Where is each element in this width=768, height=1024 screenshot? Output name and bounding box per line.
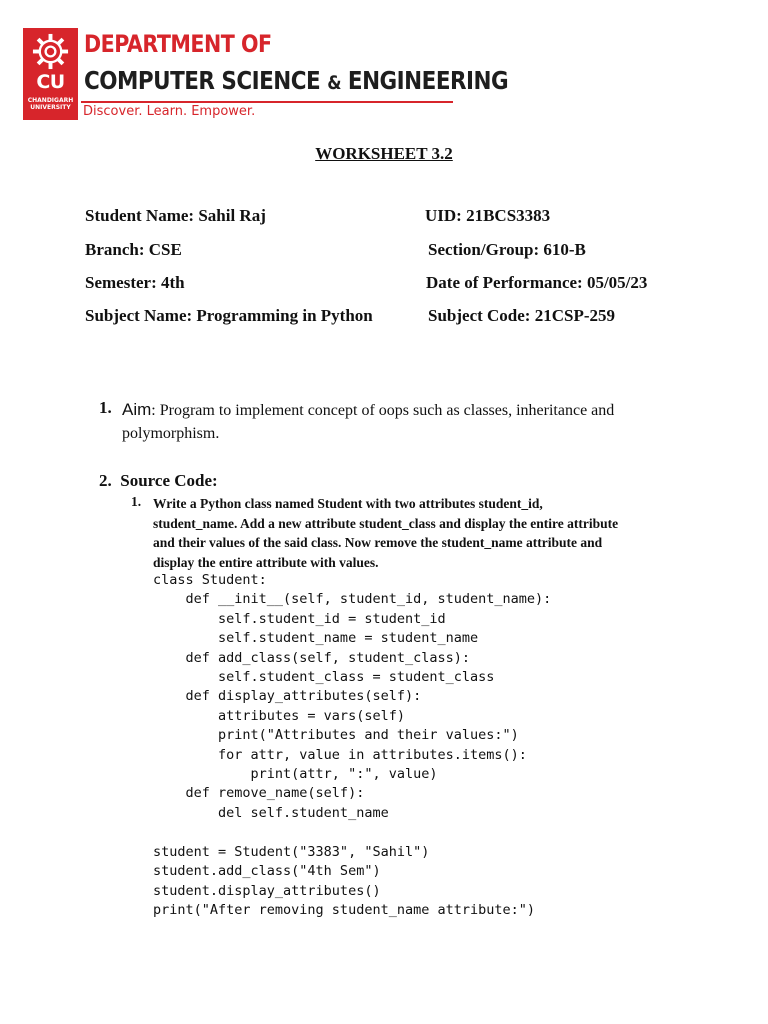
- department-title-line2: [84, 66, 508, 95]
- subject-code: Subject Code: 21CSP-259: [428, 306, 615, 325]
- worksheet-title: WORKSHEET 3.2: [315, 144, 453, 163]
- date-of-performance: Date of Performance: 05/05/23: [426, 273, 648, 292]
- tagline: Discover. Learn. Empower.: [83, 104, 256, 119]
- aim-number: 1.: [99, 398, 112, 417]
- aim-text: : Program to implement concept of oops such as classes, inheritance and polymorphism.: [122, 402, 615, 442]
- source-code-heading: [99, 471, 218, 491]
- source-code-block: class Student: def __init__(self, student_id, student_name): self.student_id = student_id self.student_name = student_name def add_class(self, student_class): self.student_class = student_class def display_attributes(self): attributes = vars(self) print("Attributes and their values:") for attr, value in attributes.items(): print(attr, ":", value) def remove_name(self): del self.student_name student = Student("3383", "Sahil") student.add_class("4th Sem") student.display_attributes() print("After removing student_name attribute:"): [153, 572, 552, 918]
- branch: Branch: CSE: [85, 240, 182, 259]
- semester: Semester: 4th: [85, 273, 185, 292]
- department-header: [23, 28, 509, 122]
- question-number: 1.: [131, 494, 142, 509]
- gear-emblem-icon: [31, 32, 70, 71]
- university-logo: [23, 28, 78, 120]
- section-group: Section/Group: 610-B: [428, 240, 586, 259]
- department-title-part1: COMPUTER SCIENCE: [84, 66, 328, 95]
- aim-paragraph: [122, 398, 652, 445]
- header-divider: [81, 101, 453, 103]
- question-text: Write a Python class named Student with two attributes student_id, student_name. Add a new attribute student_class and display the entire attribute and their values of the said class. Now remove the student_name attribute and display the entire attribute with values.: [153, 496, 619, 570]
- source-code-number: 2.: [99, 471, 112, 490]
- logo-university-text: CHANDIGARH UNIVERSITY: [27, 97, 74, 111]
- department-title-line1: DEPARTMENT OF: [84, 30, 272, 58]
- department-title-ampersand: &: [327, 72, 341, 94]
- subject-name: Subject Name: Programming in Python: [85, 306, 373, 325]
- aim-label: Aim: [122, 400, 152, 419]
- student-name: Student Name: Sahil Raj: [85, 206, 266, 225]
- logo-cu-text: CU: [36, 71, 65, 93]
- student-uid: UID: 21BCS3383: [425, 206, 551, 225]
- source-code-title: Source Code:: [120, 471, 218, 490]
- department-title-part2: ENGINEERING: [340, 66, 509, 95]
